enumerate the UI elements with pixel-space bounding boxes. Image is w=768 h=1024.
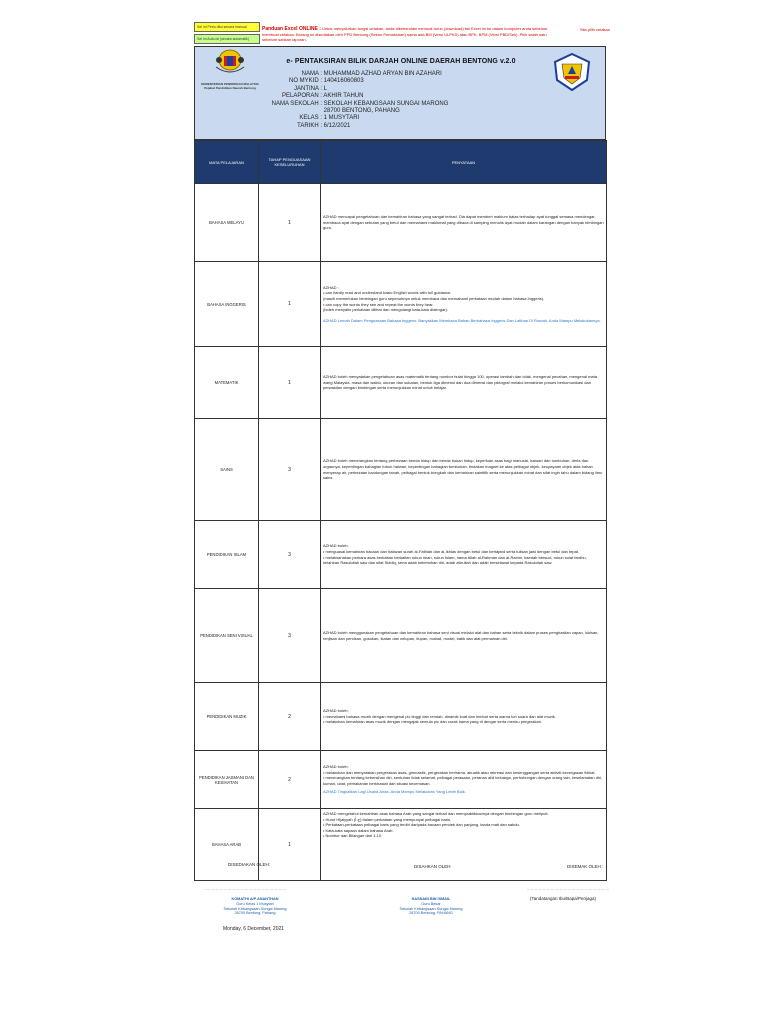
level-cell: 2: [259, 751, 321, 809]
info-label: NAMA SEKOLAH :: [271, 100, 322, 107]
parent-signature-caption: (Tandatangan Ibu/Bapa/Penjaga): [530, 896, 597, 901]
statement-note: AZHAD Tingkatkan Lagi Usaha Anda. Anda Mampu Melakukan Yang Lebih Baik.: [323, 789, 466, 795]
info-label: PELAPORAN :: [281, 93, 322, 100]
statement-text: AZHAD : • can hardly read and understand basic English words with full guidance. (masih memerlukan bimbingan guru sepenuhnya untuk membaca dan memahami perkataan mudah dalam bahasa Inggeris). • can copy the words they see and repeat the words they hear. (boleh menyalin perkataan dilihat dan mengulangi kata-kata didengar).: [323, 284, 545, 313]
subject-cell: PENDIDIKAN MUZIK: [195, 683, 259, 751]
info-value: 6/12/2021: [323, 122, 351, 129]
statement-text: AZHAD mengetahui kemahiran asas bahasa Arab yang sangat terhad dan mempraktikkannya dengan bimbingan guru meliputi: • Huruf Hijaiyyah (ج-أ) dalam perkataan yang mempunyai pelbagai baris. • Perkataan-perkataan pelbagai baris yang terdiri daripada bacaan pendek dan panjang, tanda mati dan sabdu. • Kata-kata sapaan dalam bahasa Arab. • Nombor dan Bilangan dari 1-10.: [323, 811, 549, 839]
info-value: 140416060803: [323, 78, 364, 85]
col-header-subject: MATA PELAJARAN: [195, 141, 259, 184]
level-cell: 1: [259, 262, 321, 347]
level-cell: 3: [259, 589, 321, 683]
head-address: 28700 Bentong, PAHANG: [409, 911, 453, 916]
info-label: TARIKH :: [297, 122, 322, 129]
statement-text: AZHAD boleh: • melakukan dan menyatakan pergerakan asas, gimnastik, pergerakan berirama, akuatik atau rekreasi dan kesenggangan serta aktiviti kecergasan fizikal. • menerangkan tentang kebersihan diri, sentuhan tidak selamat, pelbagai perasaan, peranan ahli keluarga, perhubungan dengan orang lain, keselamatan diri, kuman, ubat, pemakanan berkhasiat dan situasi kecemasan.: [323, 764, 603, 786]
col-header-level: TAHAP PENGUASAAN KESELURUHAN: [259, 141, 321, 184]
statement-note: AZHAD Lemah Dalam Penguasaan Bahasa Inggeris. Banyakkan Membaca Bahan Berbahasa Inggeris Dan Latihan Di Rumah. Anda Mampu Melakukannya.: [323, 317, 601, 323]
guide-title: Panduan Excel ONLINE :: [262, 26, 321, 32]
statement-text: AZHAD mencapai pengetahuan dan kemahiran bahasa yang sangat terhad. Dia dapat memberi maklum balas terhadap ayat tunggal semasa mendengar, membaca ayat dengan sebutan yang betul dan memahami maklumat yang dibaca di samping menulis ayat mudah dalam karangan dengan banyak bimbingan guru.: [323, 214, 604, 231]
level-cell: 3: [259, 521, 321, 589]
info-row-name: [194, 71, 514, 78]
ministry-name: KEMENTERIAN PENDIDIKAN MALAYSIA Pejabat Pendidikan Daerah Bentong: [201, 82, 259, 90]
subject-cell: BAHASA ARAB: [195, 809, 259, 881]
info-row-date: [194, 123, 514, 130]
subject-cell: PENDIDIKAN JASMANI DAN KESIHATAN: [195, 751, 259, 809]
seen-by-label: DISEMAK OLEH :: [567, 864, 604, 869]
info-value: L: [323, 85, 328, 92]
info-row-address: [194, 108, 514, 115]
subject-cell: PENDIDIKAN ISLAM: [195, 521, 259, 589]
subject-cell: SAINS: [195, 419, 259, 521]
table-row: [195, 683, 607, 751]
teacher-address: 28700 Bentong, Pahang: [234, 911, 276, 916]
head-role: Guru Besar: [421, 901, 441, 906]
statement-cell: [321, 589, 607, 683]
col-header-statement: PENYATAAN: [321, 141, 607, 184]
table-row: [195, 347, 607, 419]
info-value: SEKOLAH KEBANGSAAN SUNGAI MARONG: [323, 100, 449, 107]
table-row: [195, 521, 607, 589]
legend-manual-label: Sel ini Perlu diisi secara manual: [197, 25, 247, 29]
legend-auto: [194, 34, 260, 44]
info-value: 1 MUSYTARI: [323, 115, 360, 122]
statement-text: AZHAD boleh: • menguasai kemahiran bacaan dan hafazan surah al-Fatihah dan al-Ikhlas dengan betul dan bertajwid serta tulisan jawi dengan betul dan tepat. • melaksanakan perkara asas berkaitan berkaitan rukun iman, rukun Islam, nama Allah al-Rahman dan al-Rahim, kaedah bersuci, rukun solat fardhu, kelahiran Rasulullah saw dan sifat Siddiq, serta adab kebersihan diri, adab zikrullah dan adab berselawat kepada Rasulullah saw.: [323, 543, 587, 566]
statement-cell: [321, 751, 607, 809]
statement-text: AZHAD boleh menyatakan pengetahuan asas matematik tentang nombor bulat hingga 100, operasi tambah dan tolak, mengenal pecahan, mengenal mata wang Malaysia, masa dan waktu, ukuran dan sukatan, bentuk tiga dimensi dan dua dimensi dan piktograf melalui kemahiran proses berkomunikasi dan perwakilan dengan bimbingan serta menunjukkan minat untuk belajar.: [323, 374, 597, 391]
teacher-signature-line: ...............................................................: [204, 886, 287, 891]
statement-cell: [321, 262, 607, 347]
table-row: [195, 589, 607, 683]
prepared-by-label: DISEDIAKAN OLEH:: [228, 862, 271, 867]
legend-auto-label: Sel ini Auto-isi (secara automatik): [197, 37, 249, 41]
teacher-school: Sekolah Kebangsaan Sungai Marong: [223, 906, 287, 911]
statement-cell: [321, 419, 607, 521]
statement-text: AZHAD boleh menerangkan tentang perbezaan benda hidup dan benda bukan hidup, keperluan asas bagi manusia, haiwan dan tumbuhan, deria dan organnya, kepentingan bahagian tubuh haiwan, kepentingan bahagian tumbuhan, tindakan magnet ke atas pelbagai objek, keupayaan objek atas bahan menyerap air, perbezaan kandungan tanah, pelbagai bentuk bongkah dan kemahiran saintifik serta menunjukkan minat dan sifat ingin tahu dalam bidang ilmu sains.: [323, 458, 603, 481]
guide-text: [262, 26, 552, 42]
info-label: KELAS :: [299, 115, 322, 122]
level-cell: 2: [259, 683, 321, 751]
statement-text: AZHAD boleh menggunakan pengetahuan dan kemahiran bahasa seni visual melalui alat dan bahan serta teknik dalam proses penghasilan capan, lukisan, renjisan dan percikan, gosokan, ikatan dan celupan, tiupan, mobail, model, batik dan alat permainan diri.: [323, 629, 599, 641]
head-school: Sekolah Kebangsaan Sungai Marong: [399, 906, 463, 911]
table-row: [195, 751, 607, 809]
table-row: [195, 419, 607, 521]
info-value: 28700 BENTONG, PAHANG: [323, 108, 400, 115]
info-row-class: [194, 115, 514, 122]
subject-cell: MATEMATIK: [195, 347, 259, 419]
district-logo-icon: [551, 52, 593, 92]
level-cell: 1: [259, 184, 321, 262]
info-row-mykid: [194, 78, 514, 85]
teacher-role: Guru Kelas 1 Musytari: [236, 901, 274, 906]
legend-manual: [194, 22, 260, 32]
info-label: JANTINA :: [293, 85, 322, 92]
info-row-gender: [194, 86, 514, 93]
table-header-row: [195, 141, 607, 184]
level-cell: 3: [259, 419, 321, 521]
report-date: Monday, 6 December, 2021: [223, 926, 285, 932]
level-cell: 1: [259, 809, 321, 881]
student-info: [194, 71, 514, 130]
statement-cell: [321, 184, 607, 262]
statement-cell: [321, 347, 607, 419]
info-row-school: [194, 101, 514, 108]
info-value: AKHIR TAHUN: [323, 93, 364, 100]
teacher-name: KOMATHI A/P ANANTHAN: [231, 897, 279, 901]
statement-text: AZHAD boleh: • memahami bahasa muzik dengan mengenal pic tinggi dan rendah, dinamik kuat dan lembut serta warna ton suara dan alat muzik. • melakukan kemahiran asas muzik dengan mengajak semula pic dan corak irama yang di dengar serta meniru pergerakan.: [323, 708, 556, 725]
info-label: NAMA :: [301, 71, 322, 77]
report-title: e- PENTAKSIRAN BILIK DARJAH ONLINE DAERAH BENTONG v.2.0: [286, 58, 516, 65]
head-signature-block: [386, 897, 476, 916]
subject-cell: BAHASA INGGERIS: [195, 262, 259, 347]
parent-signature-line: ...............................................................: [527, 886, 610, 891]
statement-cell: [321, 809, 607, 881]
info-value: MUHAMMAD AZHAD ARYAN BIN AZAHARI: [323, 71, 442, 77]
info-label: NO MYKID :: [288, 78, 322, 85]
guide-body: Untuk menyalurkan fungsi cetakan, anda dikehendaki memuat turun (download) fail Excel ini ke dalam komputer anda sebelum membuat cetakan. Borang ini disediakan oleh PPD Bentong (Sektor Pentaksiran) sama ada BM (Versi ULPKS) atau BPK, BPM (Versi PBD/Sek). Pilih salah satu sebelum sahkan laporan.: [262, 26, 548, 42]
statement-cell: [321, 683, 607, 751]
level-cell: 1: [259, 347, 321, 419]
teacher-signature-block: [212, 897, 298, 916]
info-row-report: [194, 93, 514, 100]
subject-cell: PENDIDIKAN SENI VISUAL: [195, 589, 259, 683]
guide-note: Sila pilih cetakan: [579, 27, 610, 32]
table-row: [195, 184, 607, 262]
subject-cell: BAHASA MELAYU: [195, 184, 259, 262]
table-row: [195, 809, 607, 881]
statement-cell: [321, 521, 607, 589]
assessment-table: [194, 140, 607, 881]
verified-by-label: DISAHKAN OLEH: [414, 864, 451, 869]
table-row: [195, 262, 607, 347]
head-name: HASNAIN BIN ISMAIL: [411, 897, 451, 901]
